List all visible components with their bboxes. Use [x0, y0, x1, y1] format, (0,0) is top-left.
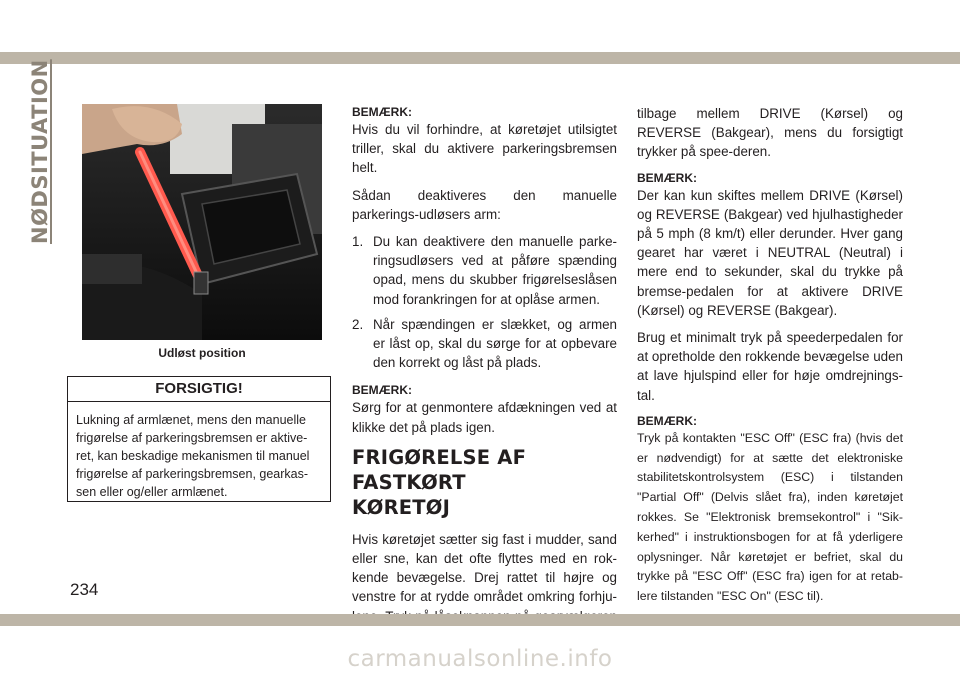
figure-caption: Udløst position: [158, 346, 246, 360]
body-paragraph: Hvis køretøjet sætter sig fast i mudder, sand eller sne, kan det ofte flyttes med en rok-kende bevægelse. Drej rattet til højre og venstre for at rydde området omkring forhju-: [352, 531, 617, 605]
list-number: 2.: [352, 316, 364, 332]
note-text: Tryk på kontakten "ESC Off" (ESC fra) (hvis det er nødvendigt) for at sætte det elektroniske stabilitetskontrolsystem (ESC) i tilstanden "Partial Off" (Delvis slået fra), inden køretøjet rokkes. Se "Elektronisk bremsekontrol" i "Sik-kerhed" i instruktionsbogen for at få yderligere oplysninger. Når køretøjet er befriet, skal du trykke på "ESC Off" (ESC fra) igen for at retab-lere tilstanden "ESC On" (ESC til).: [637, 430, 903, 604]
list-item: [352, 315, 617, 373]
list-text: Du kan deaktivere den manuelle parke-ringsudløsers ved at påføre spænding opad, mens du skubber frigørelseslåsen mod forankringen for at oplåse armen.: [373, 234, 617, 307]
list-number: 1.: [352, 234, 364, 250]
caution-box: [67, 376, 331, 502]
heading-line: FRIGØRELSE AF FASTKØRT: [352, 445, 527, 494]
continuation-paragraph: tilbage mellem DRIVE (Kørsel) og REVERSE (Bakgear), mens du forsigtigt trykker på spee-deren.: [637, 106, 903, 160]
note-text: Hvis du vil forhindre, at køretøjet utilsigtet triller, skal du aktivere parkeringsbremsen helt.: [352, 122, 617, 176]
section-heading: [352, 445, 617, 520]
note-text: Sørg for at genmontere afdækningen ved at klikke det på plads igen.: [352, 400, 617, 435]
caution-text: Lukning af armlænet, mens den manuelle frigørelse af parkeringsbremsen er aktive-ret, kan beskadige mekanismen til manuel frigørelse af parkeringsbremsen, gearkas-sen eller og/eller armlænet.: [76, 413, 310, 499]
figure-photo: [82, 104, 322, 340]
column-right: [637, 104, 903, 615]
body-paragraph: Brug et minimalt tryk på speederpedalen for at opretholde den rokkende bevægelse uden at lave hjulspind eller for høje omdrejnings-tal.: [637, 330, 903, 403]
note-label: BEMÆRK:: [352, 105, 412, 119]
heading-line: KØRETØJ: [352, 495, 451, 519]
page-number: 234: [70, 580, 99, 599]
list-text: Når spændingen er slækket, og armen er låst op, skal du sørge for at opbevare den korrekt og låst på plads.: [373, 316, 617, 371]
top-margin: [0, 0, 960, 52]
note-label: BEMÆRK:: [352, 383, 412, 398]
watermark: carmanualsonline.info: [347, 646, 613, 672]
intro-paragraph: Sådan deaktiveres den manuelle parkerings-udløsers arm:: [352, 187, 617, 222]
parking-release-photo: [82, 104, 322, 340]
note-text: Der kan kun skiftes mellem DRIVE (Kørsel) og REVERSE (Bakgear) ved hjulhastigheder på 5 mph (8 km/t) eller derunder. Hver gang gearet har været i NEUTRAL (Neutral) i mere end to sekunder, skal du trykke på bremse-pedalen for at aktivere DRIVE (Kørsel) og REVERSE (Bakgear).: [637, 187, 903, 318]
list-item: [352, 232, 617, 309]
footer-rule: [0, 614, 960, 626]
header-rule: [0, 52, 960, 64]
note-label: BEMÆRK:: [637, 170, 697, 185]
section-tab: NØDSITUATION: [28, 59, 52, 244]
caution-title: FORSIGTIG!: [68, 377, 330, 402]
note-label: BEMÆRK:: [637, 413, 697, 428]
column-middle: [352, 104, 617, 653]
